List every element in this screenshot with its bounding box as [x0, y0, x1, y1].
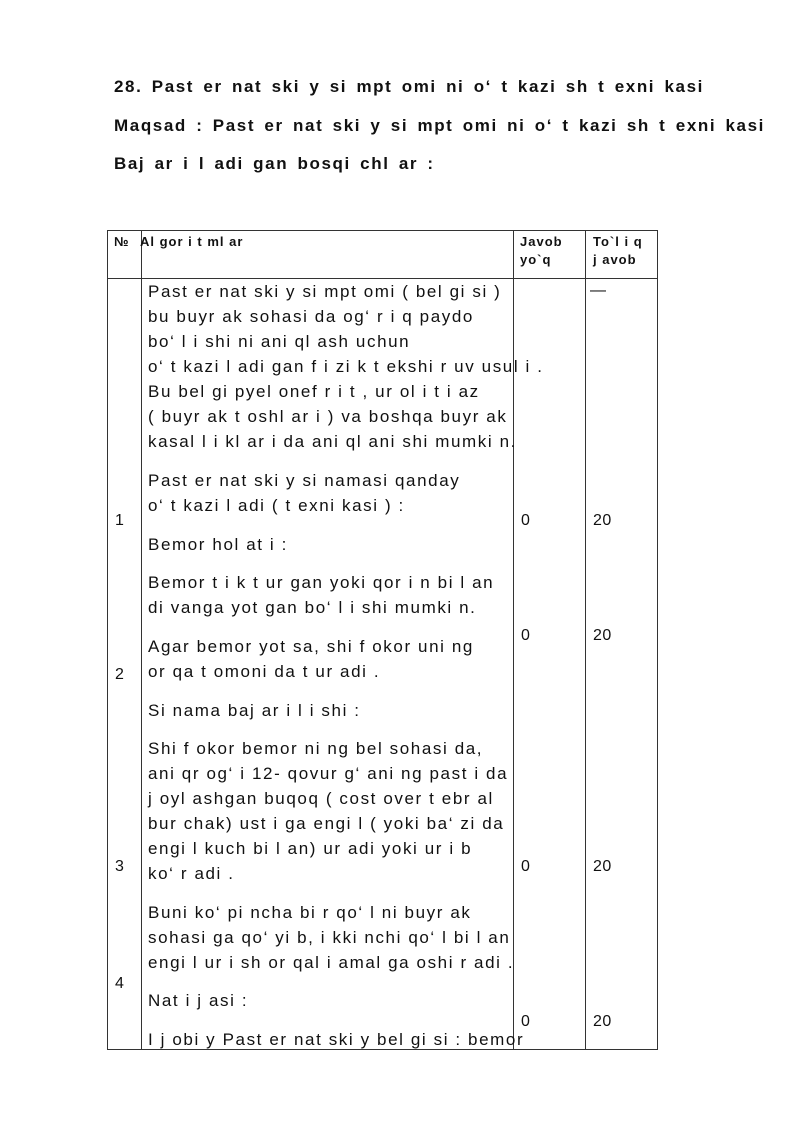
header-number: № — [114, 234, 130, 249]
algorithm-line: ( buyr ak t oshl ar i ) va boshqa buyr ak — [148, 407, 508, 426]
algorithm-line: ko‘ r adi . — [148, 864, 235, 883]
algorithm-line: Bemor hol at i : — [148, 535, 288, 554]
table-col-divider-algo — [513, 230, 514, 1050]
no-answer-value-3: 0 — [521, 858, 531, 875]
algorithm-line: Bemor t i k t ur gan yoki qor i n bi l an — [148, 573, 495, 592]
header-no-answer-line2: yo`q — [520, 252, 552, 267]
algorithm-line: Bu bel gi pyel onef r i t , ur ol i t i az — [148, 382, 480, 401]
table-col-divider-answer — [585, 230, 586, 1050]
algorithm-table — [107, 230, 658, 1050]
full-answer-value-3: 20 — [593, 858, 612, 875]
algorithm-line: o‘ t kazi l adi gan f i zi k t ekshi r uv usul i . — [148, 357, 544, 376]
algorithm-line: ani qr og‘ i 12- qovur g‘ ani ng past i da — [148, 764, 509, 783]
algorithm-line: I j obi y Past er nat ski y bel gi si : bemor — [148, 1030, 525, 1049]
no-answer-value-4: 0 — [521, 1013, 531, 1030]
algorithm-line: sohasi ga qo‘ yi b, i kki nchi qo‘ l bi l an — [148, 928, 511, 947]
algorithm-line: Nat i j asi : — [148, 991, 249, 1010]
algorithm-line: bo‘ l i shi ni ani ql ash uchun — [148, 332, 411, 351]
algorithm-line: o‘ t kazi l adi ( t exni kasi ) : — [148, 496, 405, 515]
table-right-border — [657, 230, 658, 1050]
stages-heading: Baj ar i l adi gan bosqi chl ar : — [114, 154, 435, 173]
header-full-answer-line2: j avob — [593, 252, 637, 267]
algorithm-line: bu buyr ak sohasi da og‘ r i q paydo — [148, 307, 474, 326]
header-full-answer-line1: To`l i q — [593, 234, 643, 249]
header-algorithms: Al gor i t ml ar — [140, 234, 244, 249]
row-number-4: 4 — [115, 975, 125, 992]
algorithm-line: engi l kuch bi l an) ur adi yoki ur i b — [148, 839, 473, 858]
row-number-2: 2 — [115, 666, 125, 683]
algorithm-line: Agar bemor yot sa, shi f okor uni ng — [148, 637, 474, 656]
purpose-line: Maqsad : Past er nat ski y si mpt omi ni o‘ t kazi sh t exni kasi — [114, 116, 765, 135]
no-answer-value-1: 0 — [521, 512, 531, 529]
algorithm-line: bur chak) ust i ga engi l ( yoki ba‘ zi da — [148, 814, 505, 833]
algorithm-line: j oyl ashgan buqoq ( cost over t ebr al — [148, 789, 494, 808]
algorithm-line: Buni ko‘ pi ncha bi r qo‘ l ni buyr ak — [148, 903, 472, 922]
full-answer-dash: — — [590, 282, 607, 299]
algorithm-line: Past er nat ski y si mpt omi ( bel gi si ) — [148, 282, 502, 301]
row-number-3: 3 — [115, 858, 125, 875]
document-title: 28. Past er nat ski y si mpt omi ni o‘ t kazi sh t exni kasi — [114, 77, 704, 96]
full-answer-value-4: 20 — [593, 1013, 612, 1030]
table-col-divider-num — [141, 230, 142, 1050]
header-no-answer-line1: Javob — [520, 234, 563, 249]
algorithm-line: or qa t omoni da t ur adi . — [148, 662, 381, 681]
algorithm-line: di vanga yot gan bo‘ l i shi mumki n. — [148, 598, 477, 617]
row-number-1: 1 — [115, 512, 125, 529]
algorithm-line: Shi f okor bemor ni ng bel sohasi da, — [148, 739, 484, 758]
full-answer-value-2: 20 — [593, 627, 612, 644]
algorithm-line: engi l ur i sh or qal i amal ga oshi r adi . — [148, 953, 515, 972]
algorithm-line: Past er nat ski y si namasi qanday — [148, 471, 461, 490]
full-answer-value-1: 20 — [593, 512, 612, 529]
algorithm-line: kasal l i kl ar i da ani ql ani shi mumki n. — [148, 432, 517, 451]
algorithm-line: Si nama baj ar i l i shi : — [148, 701, 361, 720]
table-top-border — [107, 230, 658, 231]
no-answer-value-2: 0 — [521, 627, 531, 644]
table-left-border — [107, 230, 108, 1050]
